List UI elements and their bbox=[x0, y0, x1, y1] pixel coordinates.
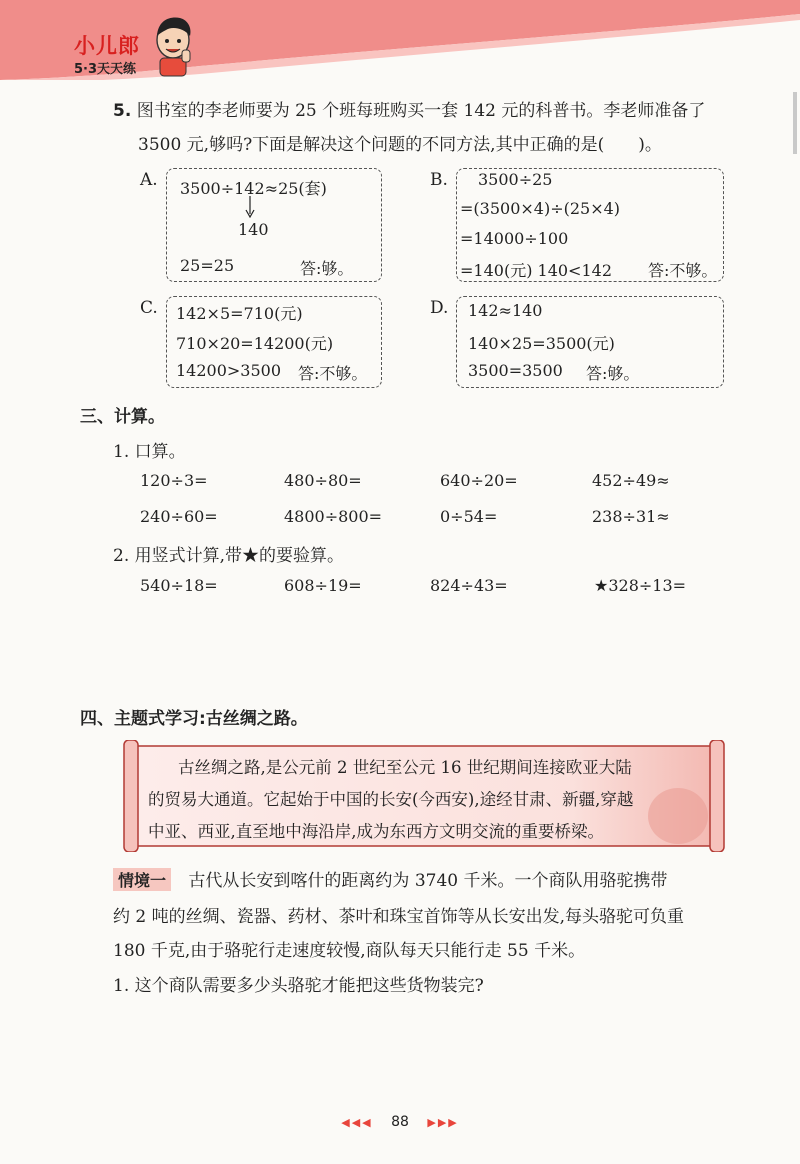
option-a-line1: 3500÷142≈25(套) bbox=[180, 179, 327, 198]
oral-calc-item: 240÷60= bbox=[140, 507, 218, 526]
oral-calc-item: 640÷20= bbox=[440, 471, 518, 490]
q5-number: 5. bbox=[113, 101, 132, 121]
mascot-boy-icon bbox=[150, 12, 196, 82]
option-c-line1: 142×5=710(元) bbox=[176, 304, 303, 323]
option-c-line3a: 14200>3500 bbox=[176, 361, 282, 380]
section3-title: 三、计算。 bbox=[80, 407, 165, 427]
page-number: 88 bbox=[391, 1114, 409, 1130]
page-edge bbox=[793, 92, 797, 154]
option-c-line2: 710×20=14200(元) bbox=[176, 334, 334, 353]
q5-text-2a: 3500 元,够吗?下面是解决这个问题的不同方法,其中正确的是( bbox=[138, 135, 605, 155]
oral-calc-item: 452÷49≈ bbox=[592, 471, 670, 490]
scroll-line-2: 的贸易大通道。它起始于中国的长安(今西安),途经甘肃、新疆,穿越 bbox=[148, 790, 634, 809]
oral-calc-item: 480÷80= bbox=[284, 471, 362, 490]
option-d-line3a: 3500=3500 bbox=[468, 361, 563, 380]
vertical-calc-item: 824÷43= bbox=[430, 576, 508, 595]
option-b-line4a: =140(元) 140<142 bbox=[460, 261, 613, 280]
option-d-line3b: 答:够。 bbox=[586, 364, 640, 383]
scenario-tag: 情境一 bbox=[113, 868, 171, 891]
option-a-line2: 140 bbox=[238, 220, 269, 239]
scenario-line-1 bbox=[113, 866, 668, 891]
q5-text-1: 图书室的李老师要为 25 个班每班购买一套 142 元的科普书。李老师准备了 bbox=[136, 101, 706, 121]
scenario-line-3: 180 千克,由于骆驼行走速度较慢,商队每天只能行走 55 千米。 bbox=[113, 941, 586, 961]
scroll-line-1: 古丝绸之路,是公元前 2 世纪至公元 16 世纪期间连接欧亚大陆 bbox=[178, 758, 632, 777]
oral-calc-item: 238÷31≈ bbox=[592, 507, 670, 526]
oral-calc-item: 120÷3= bbox=[140, 471, 208, 490]
option-d-line2: 140×25=3500(元) bbox=[468, 334, 615, 353]
option-b-line3: =14000÷100 bbox=[460, 229, 569, 248]
option-c-label: C. bbox=[140, 298, 158, 318]
option-b-label: B. bbox=[430, 170, 448, 190]
section3-p1-title: 1. 口算。 bbox=[113, 442, 186, 462]
brand-name: 小儿郎 bbox=[74, 34, 140, 58]
next-arrows-icon: ▶▶▶ bbox=[427, 1116, 459, 1129]
scenario-line-2: 约 2 吨的丝绸、瓷器、药材、茶叶和珠宝首饰等从长安出发,每头骆驼可负重 bbox=[113, 907, 685, 927]
scroll-line-3: 中亚、西亚,直至地中海沿岸,成为东西方文明交流的重要桥梁。 bbox=[148, 822, 604, 841]
option-d-label: D. bbox=[430, 298, 449, 318]
option-a-line3a: 25=25 bbox=[180, 256, 235, 275]
vertical-calc-item: 608÷19= bbox=[284, 576, 362, 595]
scenario-q1: 1. 这个商队需要多少头骆驼才能把这些货物装完? bbox=[113, 976, 484, 996]
down-arrow-icon bbox=[244, 196, 256, 218]
oral-calc-item: 0÷54= bbox=[440, 507, 498, 526]
q5-line2 bbox=[138, 130, 662, 155]
option-d-line1: 142≈140 bbox=[468, 301, 543, 320]
prev-arrows-icon: ◀◀◀ bbox=[341, 1116, 373, 1129]
option-b-line2: =(3500×4)÷(25×4) bbox=[460, 199, 621, 218]
option-a-label: A. bbox=[140, 170, 158, 190]
vertical-calc-item: ★328÷13= bbox=[594, 576, 687, 595]
option-b-line1: 3500÷25 bbox=[478, 170, 553, 189]
option-c-line3b: 答:不够。 bbox=[298, 364, 368, 383]
brand-subtitle: 5·3天天练 bbox=[74, 62, 137, 77]
option-a-line3b: 答:够。 bbox=[300, 259, 354, 278]
brand-logo bbox=[74, 30, 140, 77]
section4-title: 四、主题式学习:古丝绸之路。 bbox=[80, 709, 308, 729]
q5-line1 bbox=[113, 96, 705, 121]
section3-p2-title: 2. 用竖式计算,带★的要验算。 bbox=[113, 546, 345, 566]
vertical-calc-item: 540÷18= bbox=[140, 576, 218, 595]
page-footer bbox=[0, 1114, 800, 1130]
scenario-text-1: 古代从长安到喀什的距离约为 3740 千米。一个商队用骆驼携带 bbox=[188, 871, 668, 891]
silk-road-scroll bbox=[118, 740, 730, 852]
option-b-line4b: 答:不够。 bbox=[648, 261, 718, 280]
oral-calc-item: 4800÷800= bbox=[284, 507, 383, 526]
q5-text-2b: )。 bbox=[638, 135, 662, 155]
